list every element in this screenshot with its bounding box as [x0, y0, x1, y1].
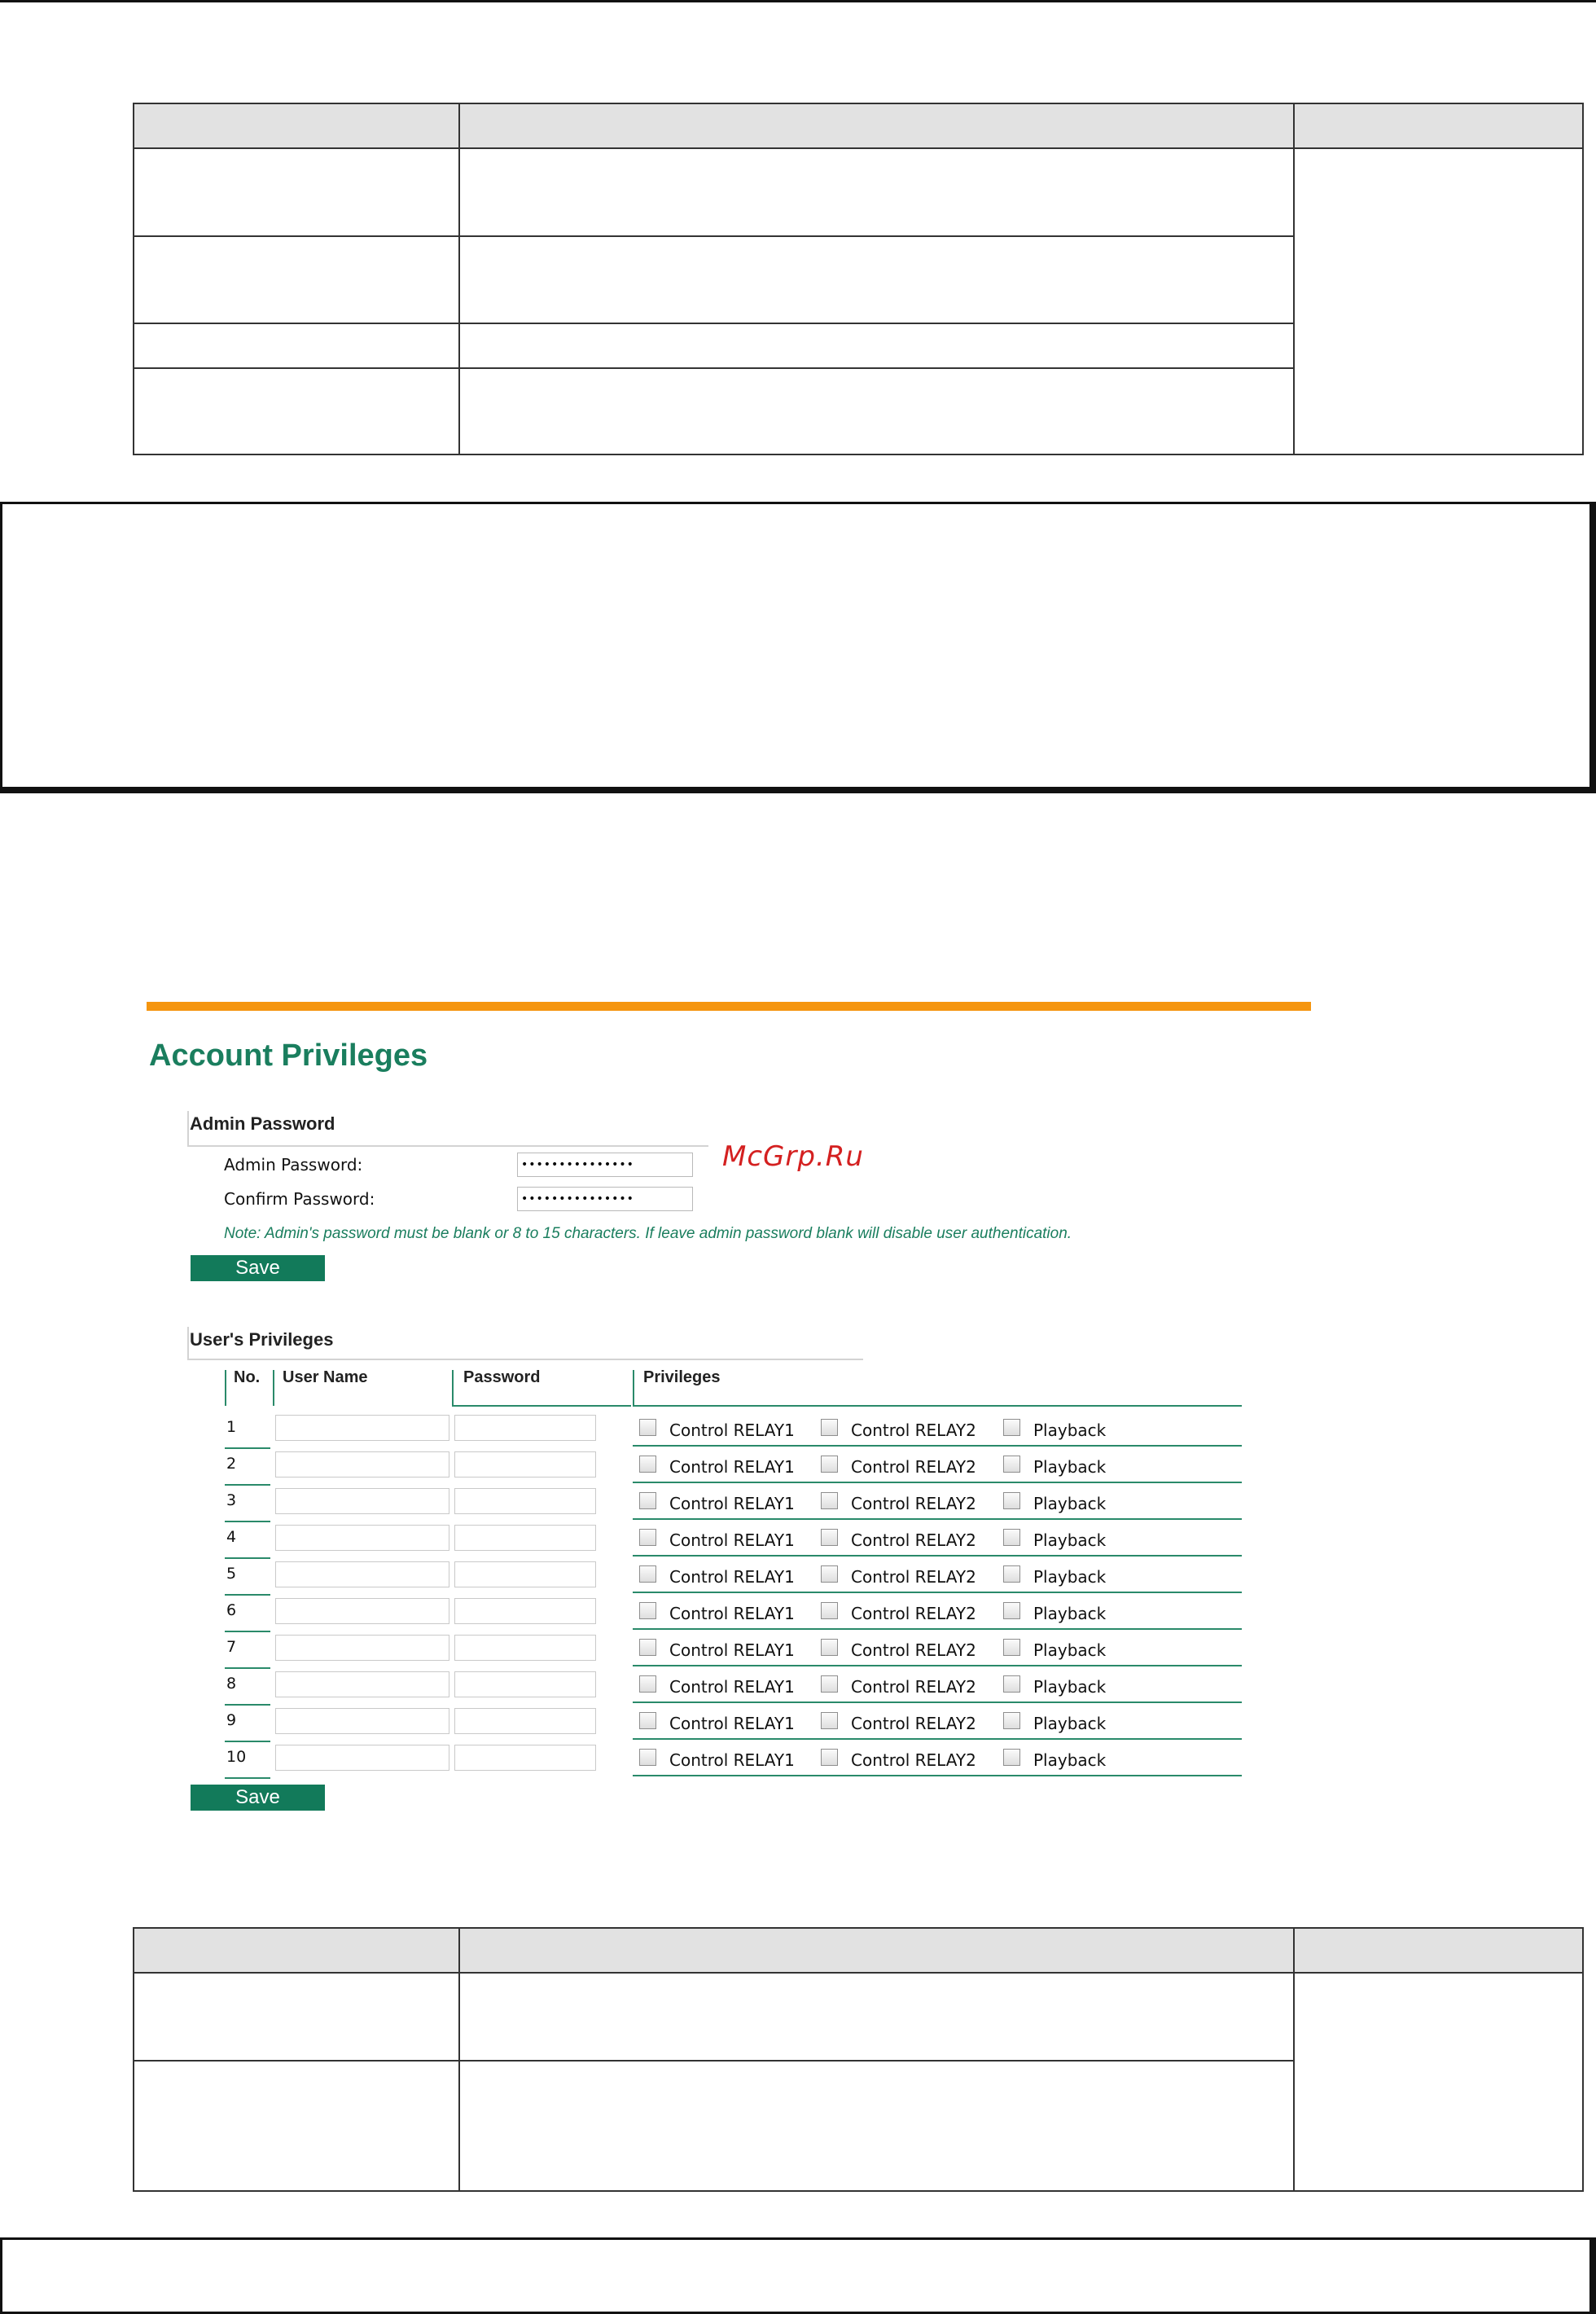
privilege-label: Playback [1033, 1640, 1107, 1660]
user-name-input[interactable] [275, 1598, 449, 1624]
column-separator [225, 1370, 226, 1406]
privilege-checkbox[interactable] [821, 1675, 838, 1693]
privilege-label: Playback [1033, 1420, 1107, 1440]
privilege-checkbox[interactable] [1003, 1639, 1020, 1656]
password-input[interactable] [454, 1451, 596, 1478]
column-separator [633, 1370, 634, 1406]
section-divider [187, 1327, 189, 1359]
row-underline [633, 1628, 1242, 1630]
privilege-label: Control RELAY1 [669, 1750, 795, 1770]
table-header-cell [459, 1928, 1294, 1973]
row-number: 8 [226, 1675, 237, 1693]
privilege-label: Control RELAY2 [851, 1750, 976, 1770]
user-name-input[interactable] [275, 1525, 449, 1551]
column-underline [633, 1405, 1242, 1407]
column-header-user-name: User Name [283, 1368, 368, 1386]
section-divider [187, 1111, 189, 1146]
watermark-text: McGrp.Ru [722, 1140, 864, 1173]
table-cell [134, 148, 459, 236]
table-header-cell [1294, 103, 1583, 148]
table-cell [459, 148, 1294, 236]
column-separator [273, 1370, 274, 1406]
row-underline [225, 1631, 270, 1632]
privilege-label: Control RELAY2 [851, 1494, 976, 1513]
top-spec-table [133, 103, 1584, 455]
table-cell [459, 236, 1294, 323]
table-cell [1294, 148, 1583, 454]
privilege-checkbox[interactable] [1003, 1749, 1020, 1766]
row-underline [633, 1518, 1242, 1520]
table-cell [459, 1973, 1294, 2061]
privilege-label: Control RELAY1 [669, 1457, 795, 1477]
table-header-cell [134, 103, 459, 148]
privilege-checkbox[interactable] [821, 1456, 838, 1473]
password-input[interactable] [454, 1708, 596, 1734]
privilege-label: Control RELAY1 [669, 1640, 795, 1660]
user-name-input[interactable] [275, 1635, 449, 1661]
privilege-checkbox[interactable] [1003, 1602, 1020, 1619]
privilege-label: Control RELAY2 [851, 1604, 976, 1623]
password-input[interactable] [454, 1561, 596, 1587]
privilege-checkbox[interactable] [821, 1419, 838, 1436]
table-cell [134, 236, 459, 323]
column-header-no: No. [234, 1368, 261, 1386]
password-input[interactable] [454, 1598, 596, 1624]
user-name-input[interactable] [275, 1415, 449, 1441]
row-underline [633, 1592, 1242, 1593]
row-number: 2 [226, 1455, 237, 1473]
account-privileges-panel [122, 977, 1311, 1841]
privilege-label: Control RELAY1 [669, 1604, 795, 1623]
admin-password-label: Admin Password: [224, 1155, 363, 1175]
privilege-label: Control RELAY1 [669, 1530, 795, 1550]
confirm-password-input[interactable]: ••••••••••••••• [517, 1187, 693, 1211]
row-underline [225, 1594, 270, 1596]
privilege-label: Playback [1033, 1494, 1107, 1513]
privilege-checkbox[interactable] [639, 1492, 656, 1509]
row-underline [633, 1445, 1242, 1447]
user-name-input[interactable] [275, 1451, 449, 1478]
table-header-cell [1294, 1928, 1583, 1973]
user-name-input[interactable] [275, 1488, 449, 1514]
privilege-label: Playback [1033, 1604, 1107, 1623]
user-name-input[interactable] [275, 1708, 449, 1734]
row-underline [633, 1555, 1242, 1557]
privilege-label: Control RELAY2 [851, 1530, 976, 1550]
row-underline [225, 1484, 270, 1486]
admin-password-heading: Admin Password [190, 1113, 335, 1134]
note-box [0, 2237, 1596, 2314]
privilege-checkbox[interactable] [1003, 1712, 1020, 1729]
privilege-label: Playback [1033, 1567, 1107, 1587]
privilege-label: Playback [1033, 1677, 1107, 1697]
column-separator [452, 1370, 454, 1406]
row-underline [225, 1741, 270, 1742]
row-number: 7 [226, 1638, 237, 1656]
page-title: Account Privileges [149, 1038, 428, 1073]
table-cell [459, 2061, 1294, 2191]
column-header-password: Password [463, 1368, 541, 1386]
row-underline [633, 1738, 1242, 1740]
password-input[interactable] [454, 1745, 596, 1771]
privilege-label: Control RELAY2 [851, 1457, 976, 1477]
privilege-checkbox[interactable] [821, 1639, 838, 1656]
privilege-checkbox[interactable] [1003, 1675, 1020, 1693]
row-number: 5 [226, 1565, 237, 1583]
confirm-password-label: Confirm Password: [224, 1189, 375, 1209]
privilege-checkbox[interactable] [639, 1419, 656, 1436]
privilege-checkbox[interactable] [821, 1712, 838, 1729]
privilege-checkbox[interactable] [1003, 1529, 1020, 1546]
admin-password-note: Note: Admin's password must be blank or 8 to 15 characters. If leave admin password blank will disable user authentication. [224, 1225, 1072, 1242]
privilege-label: Playback [1033, 1750, 1107, 1770]
column-header-privileges: Privileges [643, 1368, 721, 1386]
privilege-checkbox[interactable] [821, 1749, 838, 1766]
table-cell [459, 368, 1294, 454]
users-privileges-heading: User's Privileges [190, 1329, 334, 1350]
section-divider [187, 1359, 863, 1360]
orange-accent-bar [147, 1002, 1311, 1011]
privilege-label: Playback [1033, 1530, 1107, 1550]
privilege-checkbox[interactable] [1003, 1565, 1020, 1583]
privilege-checkbox[interactable] [639, 1675, 656, 1693]
row-number: 6 [226, 1601, 237, 1619]
row-number: 3 [226, 1491, 237, 1509]
section-divider [187, 1145, 708, 1147]
privilege-label: Control RELAY1 [669, 1714, 795, 1733]
row-underline [633, 1482, 1242, 1483]
privilege-checkbox[interactable] [639, 1565, 656, 1583]
password-input[interactable] [454, 1488, 596, 1514]
password-input[interactable] [454, 1525, 596, 1551]
privilege-label: Control RELAY2 [851, 1640, 976, 1660]
privilege-checkbox[interactable] [821, 1602, 838, 1619]
row-underline [225, 1447, 270, 1449]
privilege-checkbox[interactable] [821, 1529, 838, 1546]
table-cell [459, 323, 1294, 368]
password-input[interactable] [454, 1635, 596, 1661]
privilege-label: Control RELAY1 [669, 1420, 795, 1440]
row-underline [633, 1665, 1242, 1666]
privilege-label: Control RELAY1 [669, 1567, 795, 1587]
user-name-input[interactable] [275, 1671, 449, 1697]
page-top-rule [0, 0, 1596, 2]
row-underline [633, 1701, 1242, 1703]
row-number: 1 [226, 1418, 237, 1436]
row-underline [225, 1521, 270, 1522]
user-name-input[interactable] [275, 1745, 449, 1771]
table-cell [1294, 1973, 1583, 2191]
row-underline [225, 1777, 270, 1779]
privilege-checkbox[interactable] [821, 1492, 838, 1509]
privilege-label: Playback [1033, 1457, 1107, 1477]
privilege-label: Control RELAY2 [851, 1420, 976, 1440]
privilege-checkbox[interactable] [639, 1712, 656, 1729]
row-underline [225, 1667, 270, 1669]
privilege-checkbox[interactable] [639, 1749, 656, 1766]
save-users-button[interactable]: Save [191, 1785, 325, 1811]
privilege-label: Control RELAY1 [669, 1494, 795, 1513]
save-admin-button[interactable]: Save [191, 1255, 325, 1281]
row-underline [633, 1775, 1242, 1776]
table-cell [134, 323, 459, 368]
user-name-input[interactable] [275, 1561, 449, 1587]
row-underline [225, 1557, 270, 1559]
bottom-spec-table [133, 1927, 1584, 2192]
privilege-label: Control RELAY2 [851, 1567, 976, 1587]
row-number: 9 [226, 1711, 237, 1729]
privilege-checkbox[interactable] [821, 1565, 838, 1583]
privilege-label: Control RELAY2 [851, 1677, 976, 1697]
table-cell [134, 2061, 459, 2191]
note-box [0, 502, 1596, 793]
row-number: 4 [226, 1528, 237, 1546]
row-underline [225, 1704, 270, 1706]
password-input[interactable] [454, 1671, 596, 1697]
table-header-cell [134, 1928, 459, 1973]
privilege-checkbox[interactable] [1003, 1456, 1020, 1473]
privilege-checkbox[interactable] [1003, 1492, 1020, 1509]
privilege-checkbox[interactable] [639, 1639, 656, 1656]
admin-password-input[interactable]: ••••••••••••••• [517, 1153, 693, 1177]
table-cell [134, 368, 459, 454]
privilege-checkbox[interactable] [639, 1529, 656, 1546]
privilege-label: Control RELAY2 [851, 1714, 976, 1733]
privilege-label: Control RELAY1 [669, 1677, 795, 1697]
privilege-checkbox[interactable] [639, 1456, 656, 1473]
privilege-checkbox[interactable] [1003, 1419, 1020, 1436]
column-underline [452, 1405, 631, 1407]
table-cell [134, 1973, 459, 2061]
row-number: 10 [226, 1748, 247, 1766]
privilege-checkbox[interactable] [639, 1602, 656, 1619]
table-header-cell [459, 103, 1294, 148]
password-input[interactable] [454, 1415, 596, 1441]
privilege-label: Playback [1033, 1714, 1107, 1733]
